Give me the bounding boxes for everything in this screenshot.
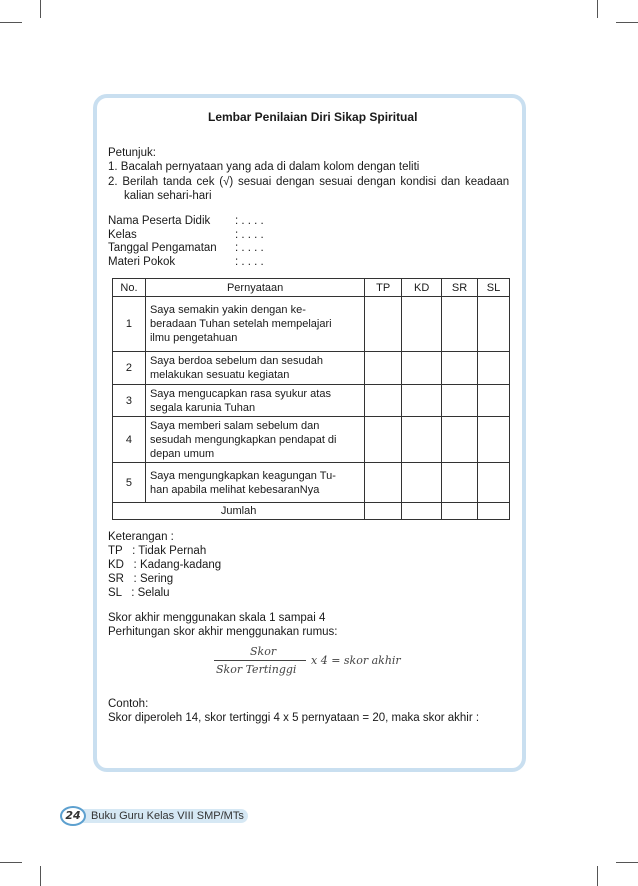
sr-cell[interactable] bbox=[442, 417, 478, 463]
fraction-bar bbox=[214, 660, 306, 661]
field-class: Kelas : . . . . bbox=[108, 228, 264, 241]
sr-total[interactable] bbox=[442, 503, 478, 520]
sr-cell[interactable] bbox=[442, 352, 478, 385]
total-label: Jumlah bbox=[113, 503, 365, 520]
field-date: Tanggal Pengamatan : . . . . bbox=[108, 242, 264, 254]
crop-mark bbox=[0, 862, 22, 863]
table-header bbox=[113, 279, 510, 297]
tp-cell[interactable] bbox=[365, 385, 402, 417]
header-sl: SL bbox=[478, 279, 510, 297]
legend-item: TP : Tidak Pernah bbox=[108, 545, 207, 557]
kd-cell[interactable] bbox=[402, 463, 442, 503]
kd-total[interactable] bbox=[402, 503, 442, 520]
sl-cell[interactable] bbox=[478, 463, 510, 503]
instructions-heading: Petunjuk: bbox=[108, 147, 156, 159]
book-title: Buku Guru Kelas VIII SMP/MTs bbox=[91, 810, 244, 822]
legend-item: SL : Selalu bbox=[108, 587, 170, 599]
row-statement: Saya berdoa sebelum dan sesudah melakukan sesuatu kegiatan bbox=[145, 352, 364, 385]
crop-mark bbox=[597, 0, 598, 18]
crop-mark bbox=[616, 22, 638, 23]
tp-cell[interactable] bbox=[365, 417, 402, 463]
table-row bbox=[113, 352, 510, 385]
tp-cell[interactable] bbox=[365, 297, 402, 352]
header-no: No. bbox=[113, 279, 146, 297]
crop-mark bbox=[597, 866, 598, 886]
sr-cell[interactable] bbox=[442, 385, 478, 417]
header-kd: KD bbox=[402, 279, 442, 297]
page-footer bbox=[60, 806, 248, 826]
header-statement: Pernyataan bbox=[145, 279, 364, 297]
row-statement: Saya mengungkapkan keagungan Tu- han apabila melihat kebesaranNya bbox=[145, 463, 364, 503]
legend-item: SR : Sering bbox=[108, 573, 174, 585]
crop-mark bbox=[40, 0, 41, 18]
crop-mark bbox=[40, 866, 41, 886]
instruction-item-2-cont: kalian sehari-hari bbox=[124, 190, 212, 202]
assessment-table bbox=[112, 278, 510, 520]
student-fields bbox=[108, 215, 264, 269]
sr-cell[interactable] bbox=[442, 297, 478, 352]
sl-cell[interactable] bbox=[478, 297, 510, 352]
sl-total[interactable] bbox=[478, 503, 510, 520]
crop-mark bbox=[0, 22, 22, 23]
example-heading: Contoh: bbox=[108, 698, 149, 710]
row-statement: Saya semakin yakin dengan ke- beradaan Tuhan setelah mempelajari ilmu pengetahuan bbox=[145, 297, 364, 352]
score-scale-text: Skor akhir menggunakan skala 1 sampai 4 bbox=[108, 612, 326, 624]
tp-total[interactable] bbox=[365, 503, 402, 520]
row-number: 1 bbox=[113, 297, 146, 352]
row-number: 5 bbox=[113, 463, 146, 503]
instruction-item-1: 1. Bacalah pernyataan yang ada di dalam kolom dengan teliti bbox=[108, 161, 420, 173]
kd-cell[interactable] bbox=[402, 297, 442, 352]
sl-cell[interactable] bbox=[478, 385, 510, 417]
kd-cell[interactable] bbox=[402, 417, 442, 463]
table-total-row bbox=[113, 503, 510, 520]
row-number: 4 bbox=[113, 417, 146, 463]
row-number: 2 bbox=[113, 352, 146, 385]
header-tp: TP bbox=[365, 279, 402, 297]
row-statement: Saya memberi salam sebelum dan sesudah mengungkapkan pendapat di depan umum bbox=[145, 417, 364, 463]
row-statement: Saya mengucapkan rasa syukur atas segala karunia Tuhan bbox=[145, 385, 364, 417]
kd-cell[interactable] bbox=[402, 352, 442, 385]
sr-cell[interactable] bbox=[442, 463, 478, 503]
page-title: Lembar Penilaian Diri Sikap Spiritual bbox=[208, 110, 418, 124]
sl-cell[interactable] bbox=[478, 352, 510, 385]
kd-cell[interactable] bbox=[402, 385, 442, 417]
field-name: Nama Peserta Didik : . . . . bbox=[108, 215, 264, 227]
crop-mark bbox=[616, 862, 638, 863]
field-topic: Materi Pokok : . . . . bbox=[108, 255, 264, 268]
table-row bbox=[113, 463, 510, 503]
formula-rest: x 4 = skor akhir bbox=[311, 654, 401, 667]
legend-heading: Keterangan : bbox=[108, 531, 174, 543]
table-row bbox=[113, 297, 510, 352]
example-text: Skor diperoleh 14, skor tertinggi 4 x 5 pernyataan = 20, maka skor akhir : bbox=[108, 712, 480, 724]
tp-cell[interactable] bbox=[365, 463, 402, 503]
tp-cell[interactable] bbox=[365, 352, 402, 385]
formula-denominator: Skor Tertinggi bbox=[216, 663, 297, 676]
legend-item: KD : Kadang-kadang bbox=[108, 559, 222, 571]
score-formula-intro: Perhitungan skor akhir menggunakan rumus: bbox=[108, 626, 338, 638]
page-number: 24 bbox=[60, 806, 86, 826]
formula-numerator: Skor bbox=[250, 645, 277, 658]
table-row bbox=[113, 417, 510, 463]
sl-cell[interactable] bbox=[478, 417, 510, 463]
row-number: 3 bbox=[113, 385, 146, 417]
instruction-item-2: 2. Berilah tanda cek (√) sesuai dengan sesuai dengan kondisi dan keadaan bbox=[108, 176, 510, 188]
table-row bbox=[113, 385, 510, 417]
header-sr: SR bbox=[442, 279, 478, 297]
